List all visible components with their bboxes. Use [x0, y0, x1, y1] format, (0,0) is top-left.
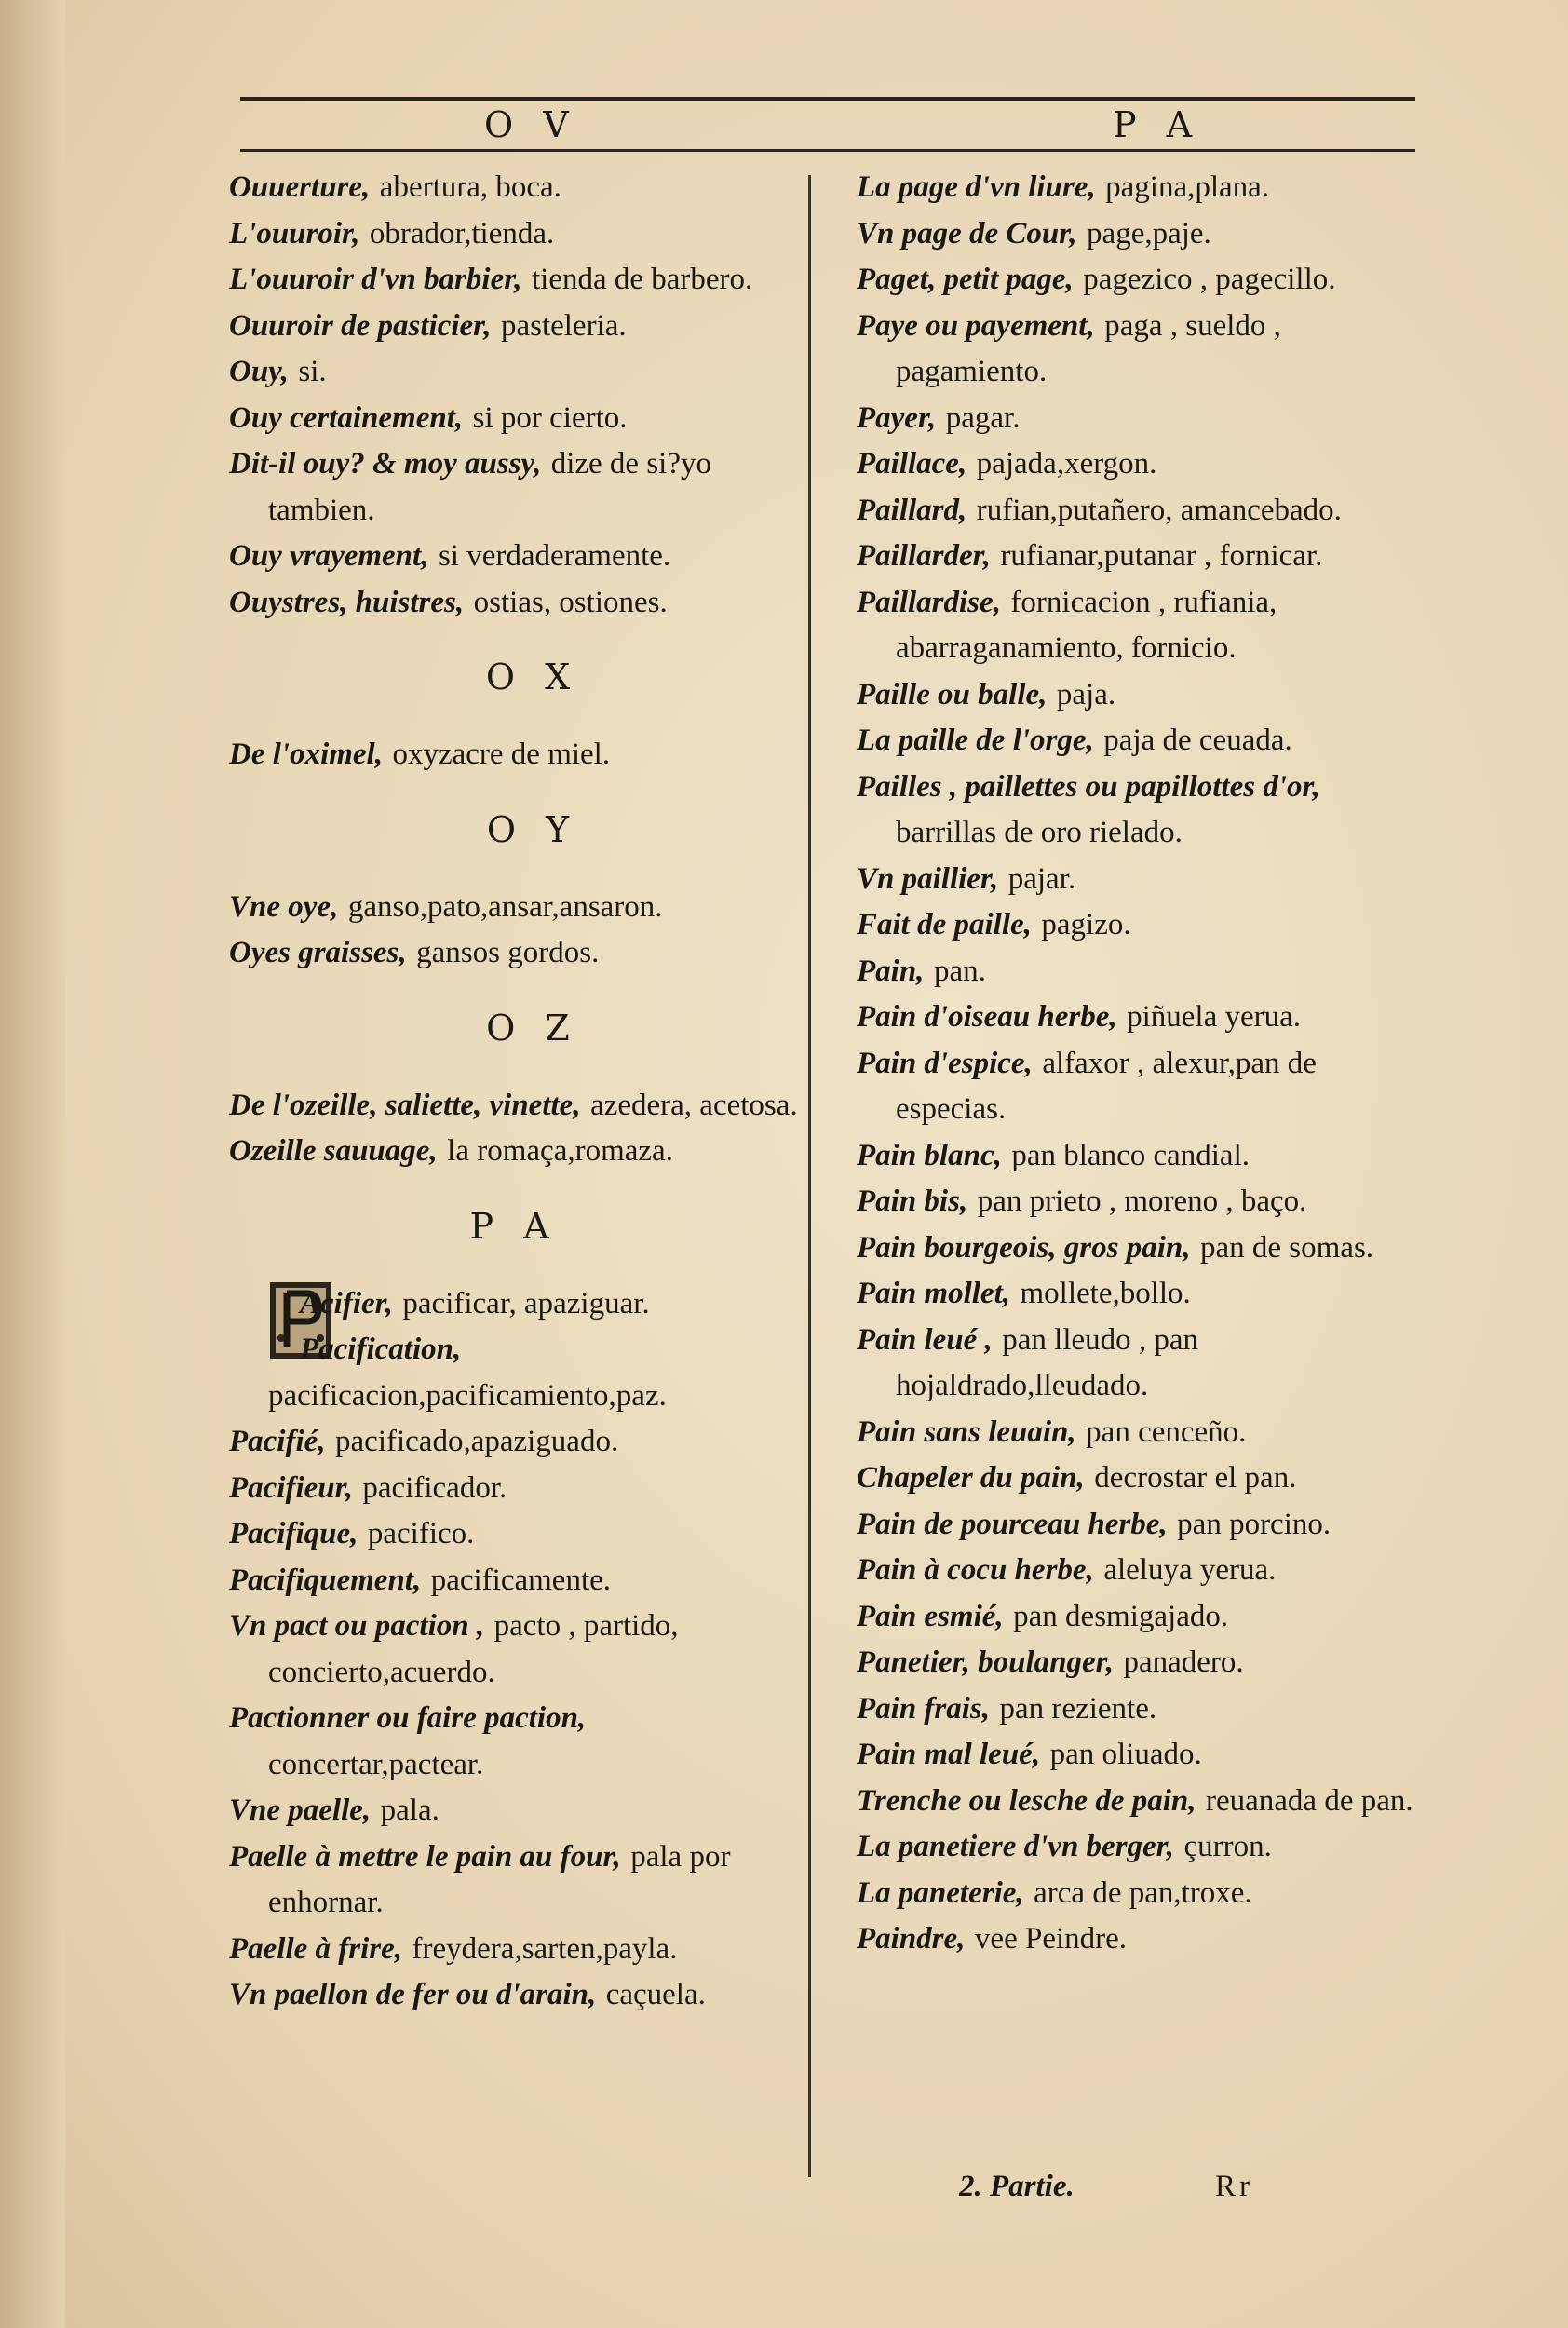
footer-part-label: 2. Partie. [959, 2170, 1075, 2203]
dictionary-entry: Vne oye, ganso,pato,ansar,ansaron. [229, 889, 663, 924]
column-divider [808, 175, 811, 2177]
left-column [229, 164, 799, 2018]
dictionary-entry: Ozeille sauuage, la romaça,romaza. [229, 1134, 673, 1168]
entries-ou [229, 164, 799, 625]
dictionary-entry: Pacifique, pacifico. [229, 1517, 475, 1550]
top-rule [240, 97, 1415, 101]
dictionary-entry: Pain d'espice, alfaxor , alexur,pan de especias. [857, 1046, 1317, 1126]
dictionary-entry: Vn paillier, pajar. [857, 861, 1076, 896]
dictionary-entry: Acifier, pacificar, apaziguar. [229, 1280, 799, 1327]
dictionary-entry: Pain de pourceau herbe, pan porcino. [857, 1507, 1331, 1541]
dictionary-entry: Pain, pan. [857, 954, 986, 988]
dictionary-entry: Paget, petit page, pagezico , pagecillo. [857, 263, 1336, 296]
page-gutter [0, 0, 65, 2328]
dictionary-entry: Oyes graisses, gansos gordos. [229, 936, 600, 969]
section-heading-oy: O Y [486, 808, 579, 850]
dictionary-entry: La page d'vn liure, pagina,plana. [857, 170, 1270, 204]
dictionary-entry: Ouy, si. [229, 355, 327, 388]
dictionary-entry: Pain mal leué, pan oliuado. [857, 1738, 1202, 1771]
dictionary-entry: Paindre, vee Peindre. [857, 1922, 1128, 1956]
dictionary-entry: Paillardise, fornicacion , rufiania, abarraganamiento, fornicio. [857, 585, 1277, 665]
dictionary-entry: Pacifieur, pacificador. [229, 1470, 507, 1505]
dictionary-entry: Paelle à frire, freydera,sarten,payla. [229, 1931, 678, 1966]
dictionary-entry: Paye ou payement, paga , sueldo , pagamiento. [857, 308, 1281, 388]
section-heading-pa: P A [469, 1205, 559, 1247]
dictionary-entry: L'ouuroir d'vn barbier, tienda de barbero. [229, 263, 753, 296]
header-rule [240, 149, 1415, 152]
dictionary-entry: Pain sans leuain, pan cenceño. [857, 1414, 1247, 1449]
dictionary-entry: La paille de l'orge, paja de ceuada. [857, 724, 1292, 757]
dictionary-entry: De l'oximel, oxyzacre de miel. [229, 738, 611, 771]
dictionary-entry: Ouy certainement, si por cierto. [229, 400, 628, 435]
dictionary-entry: Ouy vrayement, si verdaderamente. [229, 539, 671, 573]
dictionary-entry: Vn paellon de fer ou d'arain, caçuela. [229, 1978, 706, 2011]
dictionary-entry: L'ouuroir, obrador,tienda. [229, 216, 555, 250]
dictionary-entry: Pacifié, pacificado,apaziguado. [229, 1425, 619, 1458]
dictionary-entry: Payer, pagar. [857, 400, 1021, 435]
dictionary-entry: Fait de paille, pagizo. [857, 908, 1131, 941]
dictionary-entry: Pailles , paillettes ou papillottes d'or, barrillas de oro rielado. [857, 769, 1320, 849]
dictionary-entry: Paillarder, rufianar,putanar , fornicar. [857, 539, 1323, 573]
dictionary-entry: Paillard, rufian,putañero, amancebado. [857, 493, 1342, 527]
dictionary-entry: Pain bis, pan prieto , moreno , baço. [857, 1184, 1307, 1218]
dictionary-entry: Pain esmié, pan desmigajado. [857, 1599, 1229, 1633]
dictionary-entry: Pain bourgeois, gros pain, pan de somas. [857, 1230, 1374, 1265]
running-head-left: O V [484, 104, 578, 145]
dictionary-entry: Ouuroir de pasticier, pasteleria. [229, 308, 627, 343]
dictionary-entry: Ouystres, huistres, ostias, ostiones. [229, 585, 668, 619]
dictionary-entry: La panetiere d'vn berger, çurron. [857, 1830, 1272, 1863]
right-column [857, 164, 1423, 1962]
dictionary-entry: Paille ou balle, paja. [857, 677, 1116, 711]
section-heading-oz: O Z [486, 1007, 579, 1049]
dictionary-entry: Pacification, pacificacion,pacificamiento,paz. [268, 1333, 667, 1413]
dictionary-entry: Pain mollet, mollete,bollo. [857, 1277, 1191, 1310]
entries-pa [229, 1280, 799, 2018]
dictionary-entry: Vn pact ou paction , pacto , partido, concierto,acuerdo. [229, 1609, 679, 1689]
running-head-right: P A [1113, 104, 1202, 145]
dictionary-entry: Chapeler du pain, decrostar el pan. [857, 1461, 1297, 1495]
dictionary-entry: La paneterie, arca de pan,troxe. [857, 1875, 1252, 1910]
dictionary-entry: Paelle à mettre le pain au four, pala por enhornar. [229, 1839, 731, 1919]
dictionary-entry: Pacifiquement, pacificamente. [229, 1563, 612, 1597]
dictionary-entry: Ouuerture, abertura, boca. [229, 170, 561, 204]
dictionary-entry: Pain d'oiseau herbe, piñuela yerua. [857, 1000, 1302, 1034]
dictionary-entry: Pain à cocu herbe, aleluya yerua. [857, 1553, 1277, 1587]
dictionary-entry: Pain leué , pan lleudo , pan hojaldrado,lleudado. [857, 1322, 1199, 1402]
dictionary-entry: Pain blanc, pan blanco candial. [857, 1138, 1250, 1172]
footer-signature-mark: Rr [1215, 2170, 1253, 2203]
dictionary-entry: Vne paelle, pala. [229, 1793, 439, 1827]
section-heading-ox: O X [485, 656, 580, 697]
dictionary-entry: De l'ozeille, saliette, vinette, azedera, acetosa. [229, 1088, 798, 1122]
dictionary-entry: Vn page de Cour, page,paje. [857, 216, 1211, 250]
dictionary-entry: Dit-il ouy? & moy aussy, dize de si?yo tambien. [229, 447, 711, 527]
dictionary-entry: Trenche ou lesche de pain, reuanada de pan. [857, 1783, 1413, 1818]
dictionary-entry: Panetier, boulanger, panadero. [857, 1645, 1244, 1679]
dictionary-entry: Paillace, pajada,xergon. [857, 447, 1157, 480]
dictionary-entry: Pain frais, pan reziente. [857, 1691, 1157, 1726]
dictionary-entry: Pactionner ou faire paction, concertar,pactear. [229, 1701, 587, 1781]
